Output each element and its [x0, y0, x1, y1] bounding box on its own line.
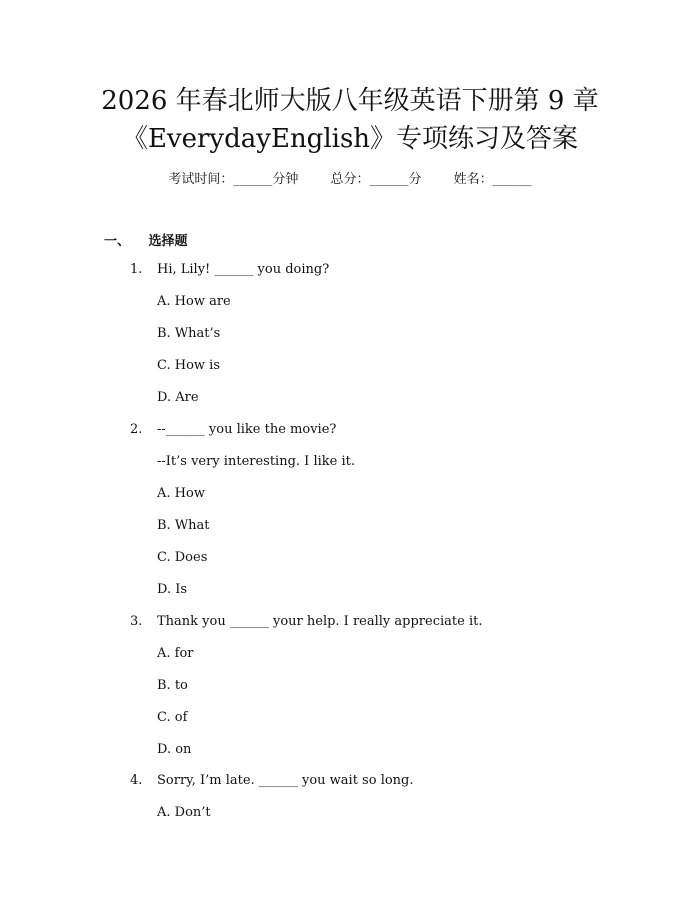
option-2c: C. Does — [157, 550, 208, 565]
title-line-1: 2026 年春北师大版八年级英语下册第 9 章 — [101, 86, 599, 116]
question-number: 4. — [130, 773, 143, 788]
option-2a: A. How — [157, 486, 205, 501]
section-number: 一、 — [104, 234, 131, 249]
option-2d: D. Is — [157, 582, 188, 597]
question-text: Sorry, I’m late. ______ you wait so long. — [157, 773, 414, 788]
section-heading — [104, 230, 188, 249]
question-number: 1. — [130, 262, 143, 277]
exam-time: 考试时间：______分钟 — [168, 172, 299, 187]
option-3b: B. to — [157, 678, 188, 693]
option-3c: C. of — [157, 710, 188, 725]
question-text: Hi, Lily! ______ you doing? — [157, 262, 330, 277]
option-3a: A. for — [157, 646, 194, 661]
question-text: Thank you ______ your help. I really appreciate it. — [157, 614, 483, 629]
option-1c: C. How is — [157, 358, 221, 373]
exam-info — [0, 168, 700, 187]
question-text: --______ you like the movie? — [157, 422, 337, 437]
title-line-2: 《EverydayEnglish》专项练习及答案 — [121, 124, 579, 154]
option-1a: A. How are — [157, 294, 231, 309]
option-3d: D. on — [157, 742, 192, 757]
option-1b: B. What’s — [157, 326, 221, 341]
question-number: 3. — [130, 614, 143, 629]
total-score: 总分：______分 — [330, 172, 422, 187]
option-4a: A. Don’t — [157, 805, 211, 820]
option-2b: B. What — [157, 518, 210, 533]
page-title — [0, 82, 700, 158]
option-1d: D. Are — [157, 390, 199, 405]
section-title: 选择题 — [148, 234, 188, 249]
student-name: 姓名：______ — [453, 172, 532, 187]
question-number: 2. — [130, 422, 143, 437]
question-2-response: --It’s very interesting. I like it. — [157, 454, 355, 469]
